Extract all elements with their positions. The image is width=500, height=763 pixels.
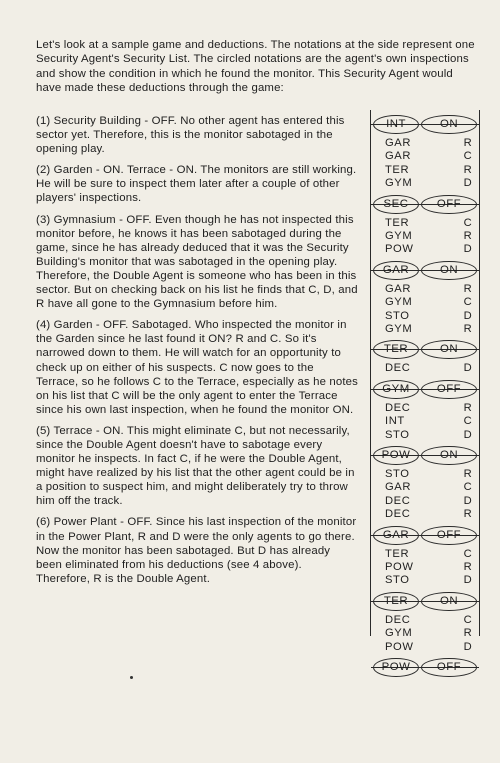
deduction-3: (3) Gymnasium - OFF. Even though he has not inspected this monitor before, he knows it has been sabotaged during the game, since he has already deduced that it was the Security Building's monitor that was sabotaged in the opening play. Therefore, the Double Agent is someone who has been in this sector. But on checking back on his list he finds that C, D, and R have all gone to the Gymnasium before him. (36, 213, 358, 311)
inspection-row (385, 177, 475, 190)
row-sector: GAR (385, 137, 412, 149)
inspection-rows (385, 548, 475, 588)
security-list-header (375, 261, 475, 280)
inspection-rows (385, 217, 475, 257)
inspection-rows (385, 402, 475, 442)
row-sector: STO (385, 309, 410, 322)
sector-oval: GYM (373, 380, 419, 399)
inspection-row (385, 429, 475, 442)
security-list-header (375, 658, 475, 677)
inspection-row (385, 217, 475, 230)
row-agent: C (463, 296, 473, 309)
row-sector: DEC (385, 508, 411, 521)
row-agent: C (463, 216, 473, 229)
row-agent: D (463, 574, 473, 587)
row-agent: C (463, 415, 473, 428)
row-sector: GYM (385, 177, 413, 190)
inspection-row (385, 481, 475, 494)
row-sector: DEC (385, 613, 411, 626)
security-list-header (375, 115, 475, 134)
row-sector: POW (385, 640, 414, 653)
row-sector: DEC (385, 494, 411, 507)
inspection-row (385, 641, 475, 654)
inspection-row (385, 548, 475, 561)
row-sector: STO (385, 428, 410, 441)
status-oval: ON (421, 261, 477, 280)
inspection-rows (385, 137, 475, 191)
sector-oval: POW (373, 658, 419, 677)
row-sector: GYM (385, 627, 413, 640)
security-list (370, 110, 480, 673)
row-agent: D (463, 428, 473, 441)
sector-oval: TER (373, 592, 419, 611)
row-sector: GAR (385, 150, 412, 163)
deduction-1: (1) Security Building - OFF. No other agent has entered this sector yet. Therefore, this is the monitor sabotaged in the opening play. (36, 115, 345, 156)
deduction-2: (2) Garden - ON. Terrace - ON. The monitors are still working. He will be sure to inspect them later after a couple of other players' inspections. (36, 164, 357, 205)
row-sector: GAR (385, 282, 412, 295)
row-agent: R (463, 137, 473, 149)
row-agent: R (463, 627, 473, 640)
inspection-row (385, 415, 475, 428)
row-sector: GYM (385, 296, 413, 309)
status-oval: OFF (421, 195, 477, 214)
inspection-row (385, 323, 475, 336)
row-agent: C (463, 481, 473, 494)
sector-oval: POW (373, 446, 419, 465)
sector-oval: GAR (373, 261, 419, 280)
row-sector: POW (385, 243, 414, 256)
row-sector: POW (385, 561, 414, 573)
row-agent: D (463, 362, 473, 375)
security-list-header (375, 340, 475, 359)
inspection-row (385, 230, 475, 243)
intro-paragraph: Let's look at a sample game and deductions. The notations at the side represent one Security Agent's Security List. The circled notations are the agent's own inspections and show the condition in which he found the monitor. This Security Agent would have made these deductions through the game: (36, 39, 475, 94)
row-sector: GYM (385, 230, 413, 242)
status-oval: ON (421, 592, 477, 611)
row-sector: GYM (385, 323, 413, 336)
security-list-header (375, 195, 475, 214)
bullet-dot (130, 676, 133, 679)
row-sector: TER (385, 163, 410, 176)
deduction-4: (4) Garden - OFF. Sabotaged. Who inspected the monitor in the Garden since he last found it ON? R and C. So it's narrowed down to them. He will watch for an opportunity to check up on either of his suspects. C now goes to the Terrace, so he follows C to the Terrace, especially as he notes on his list that C will be the only agent to enter the Terrace since his own last inspection, when he found the monitor ON. (36, 319, 359, 416)
row-sector: TER (385, 547, 410, 560)
row-agent: D (463, 309, 473, 322)
row-agent: R (463, 468, 473, 480)
inspection-rows (385, 362, 475, 375)
inspection-row (385, 561, 475, 574)
row-agent: R (463, 230, 473, 242)
inspection-row (385, 468, 475, 481)
row-agent: R (463, 508, 473, 521)
security-list-header (375, 526, 475, 545)
status-oval: ON (421, 115, 477, 134)
row-agent: R (463, 401, 473, 414)
inspection-row (385, 362, 475, 375)
row-agent: C (463, 547, 473, 560)
row-sector: DEC (385, 401, 411, 414)
inspection-row (385, 574, 475, 587)
row-agent: D (463, 177, 473, 190)
inspection-row (385, 283, 475, 296)
row-agent: R (463, 282, 473, 295)
sector-oval: TER (373, 340, 419, 359)
sector-oval: INT (373, 115, 419, 134)
inspection-rows (385, 614, 475, 654)
inspection-row (385, 150, 475, 163)
security-list-header (375, 446, 475, 465)
sector-oval: SEC (373, 195, 419, 214)
deduction-6: (6) Power Plant - OFF. Since his last inspection of the monitor in the Power Plant, R and D were the only agents to go there. Now the monitor has been sabotaged. But D has already been eliminated from his deductions (see 4 above). Therefore, R is the Double Agent. (36, 516, 357, 585)
inspection-row (385, 243, 475, 256)
status-oval: ON (421, 340, 477, 359)
row-sector: TER (385, 216, 410, 229)
security-list-header (375, 592, 475, 611)
sector-oval: GAR (373, 526, 419, 545)
row-agent: R (463, 561, 473, 573)
row-agent: R (463, 323, 473, 336)
inspection-row (385, 614, 475, 627)
row-sector: STO (385, 468, 410, 480)
row-sector: GAR (385, 481, 412, 494)
security-list-header (375, 380, 475, 399)
status-oval: OFF (421, 526, 477, 545)
status-oval: OFF (421, 658, 477, 677)
inspection-row (385, 402, 475, 415)
inspection-rows (385, 468, 475, 522)
status-oval: OFF (421, 380, 477, 399)
inspection-row (385, 296, 475, 309)
row-agent: C (463, 150, 473, 163)
row-sector: DEC (385, 362, 411, 375)
inspection-row (385, 627, 475, 640)
row-agent: D (463, 494, 473, 507)
row-agent: D (463, 640, 473, 653)
deduction-5: (5) Terrace - ON. This might eliminate C, but not necessarily, since the Double Agent doesn't have to sabotage every monitor he inspects. In fact C, if he were the Double Agent, might have realized by his list that the other agent could be in a position to suspect him, and might deliberately try to throw him off the track. (36, 424, 355, 508)
inspection-rows (385, 283, 475, 337)
inspection-row (385, 508, 475, 521)
row-agent: R (463, 163, 473, 176)
inspection-row (385, 495, 475, 508)
inspection-row (385, 137, 475, 150)
row-agent: D (463, 243, 473, 256)
inspection-row (385, 310, 475, 323)
row-sector: INT (385, 415, 405, 428)
deductions-column (36, 114, 358, 593)
status-oval: ON (421, 446, 477, 465)
row-agent: C (463, 613, 473, 626)
row-sector: STO (385, 574, 410, 587)
inspection-row (385, 164, 475, 177)
